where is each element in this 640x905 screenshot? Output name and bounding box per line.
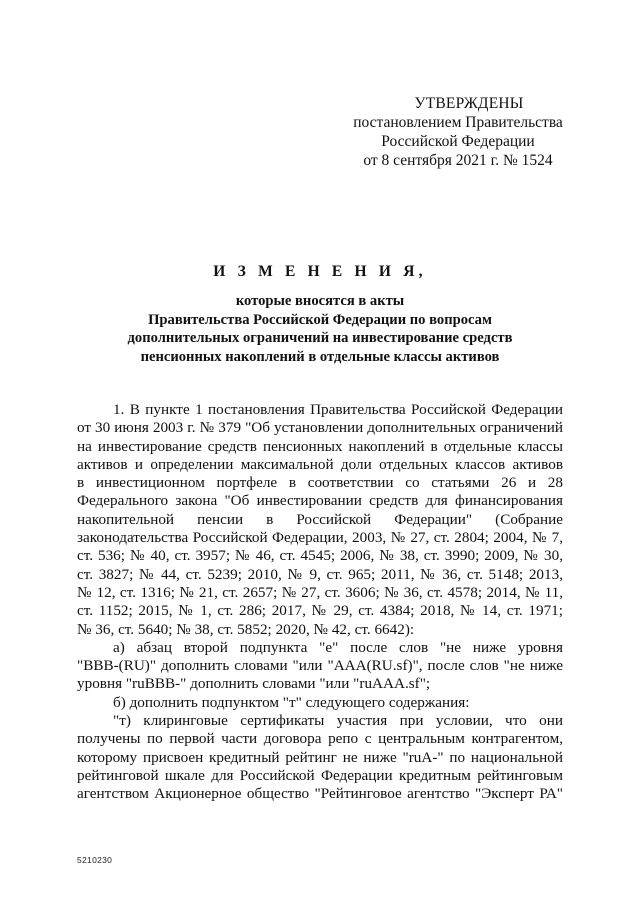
body-line: законодательства Российской Федерации, 2003, № 27, ст. 2804; 2004, № 7, bbox=[77, 529, 563, 547]
document-body bbox=[77, 401, 563, 804]
approval-line-3: от 8 сентября 2021 г. № 1524 bbox=[363, 152, 553, 169]
body-line: а) абзац второй подпункта "е" после слов "не ниже уровня bbox=[113, 638, 563, 656]
body-line: получены по первой части договора репо с центральным контрагентом, bbox=[77, 730, 563, 748]
approval-line-1: постановлением Правительства bbox=[353, 114, 563, 131]
body-line: ст. 3827; № 44, ст. 5239; 2010, № 9, ст. 965; 2011, № 36, ст. 5148; 2013, bbox=[77, 565, 563, 583]
approval-title: УТВЕРЖДЕНЫ bbox=[414, 95, 524, 112]
body-line: № 12, ст. 1316; № 21, ст. 2657; № 27, ст. 3606; № 36, ст. 4578; 2014, № 11, bbox=[77, 583, 563, 601]
body-line: рейтинговой шкале для Российской Федерации кредитным рейтинговым bbox=[77, 766, 563, 784]
body-line: в инвестиционном портфеле в соответствии со статьями 26 и 28 bbox=[77, 474, 563, 492]
heading-subtitle-line: пенсионных накоплений в отдельные классы активов bbox=[140, 348, 500, 365]
heading-subtitle-line: дополнительных ограничений на инвестирование средств bbox=[127, 330, 513, 346]
body-line: Федерального закона "Об инвестировании средств для финансирования bbox=[77, 492, 563, 510]
body-line: ст. 536; № 40, ст. 3957; № 46, ст. 4545; 2006, № 38, ст. 3990; 2009, № 30, bbox=[77, 547, 563, 565]
body-line: 1. В пункте 1 постановления Правительства Российской Федерации bbox=[113, 401, 563, 418]
body-line: ст. 1152; 2015, № 1, ст. 286; 2017, № 29, ст. 4384; 2018, № 14, ст. 1971; bbox=[77, 602, 563, 620]
heading-subtitle-line: которые вносятся в акты bbox=[235, 293, 405, 309]
body-line: б) дополнить подпунктом "т" следующего содержания: bbox=[113, 693, 470, 711]
document-code: 5210230 bbox=[77, 855, 113, 865]
body-line: накопительной пенсии в Российской Федерации" (Собрание bbox=[77, 510, 563, 528]
body-line: агентством Акционерное общество "Рейтинговое агентство "Эксперт РА" bbox=[77, 785, 563, 803]
body-line: № 36, ст. 5640; № 38, ст. 5852; 2020, № 42, ст. 6642): bbox=[77, 620, 415, 638]
heading-title: И З М Е Н Е Н И Я, bbox=[213, 263, 427, 280]
body-line: уровня "ruBBB-" дополнить словами "или "ruAAA.sf"; bbox=[77, 675, 431, 693]
body-line: "т) клиринговые сертификаты участия при условии, что они bbox=[113, 712, 563, 730]
approval-line-2: Российской Федерации bbox=[381, 133, 535, 150]
document-heading bbox=[80, 262, 560, 366]
approval-stamp bbox=[330, 94, 586, 170]
body-line: активов и определении максимальной доли отдельных классов активов bbox=[77, 455, 563, 473]
body-line: от 30 июня 2003 г. № 379 "Об установлении дополнительных ограничений bbox=[77, 419, 563, 437]
heading-subtitle-line: Правительства Российской Федерации по вопросам bbox=[148, 311, 492, 328]
body-line: "BBB-(RU)" дополнить словами "или "AAA(RU.sf)", после слов "не ниже bbox=[77, 657, 563, 675]
body-line: которому присвоен кредитный рейтинг не ниже "ruA-" по национальной bbox=[77, 748, 563, 766]
body-line: на инвестирование средств пенсионных накоплений в отдельные классы bbox=[77, 437, 563, 455]
